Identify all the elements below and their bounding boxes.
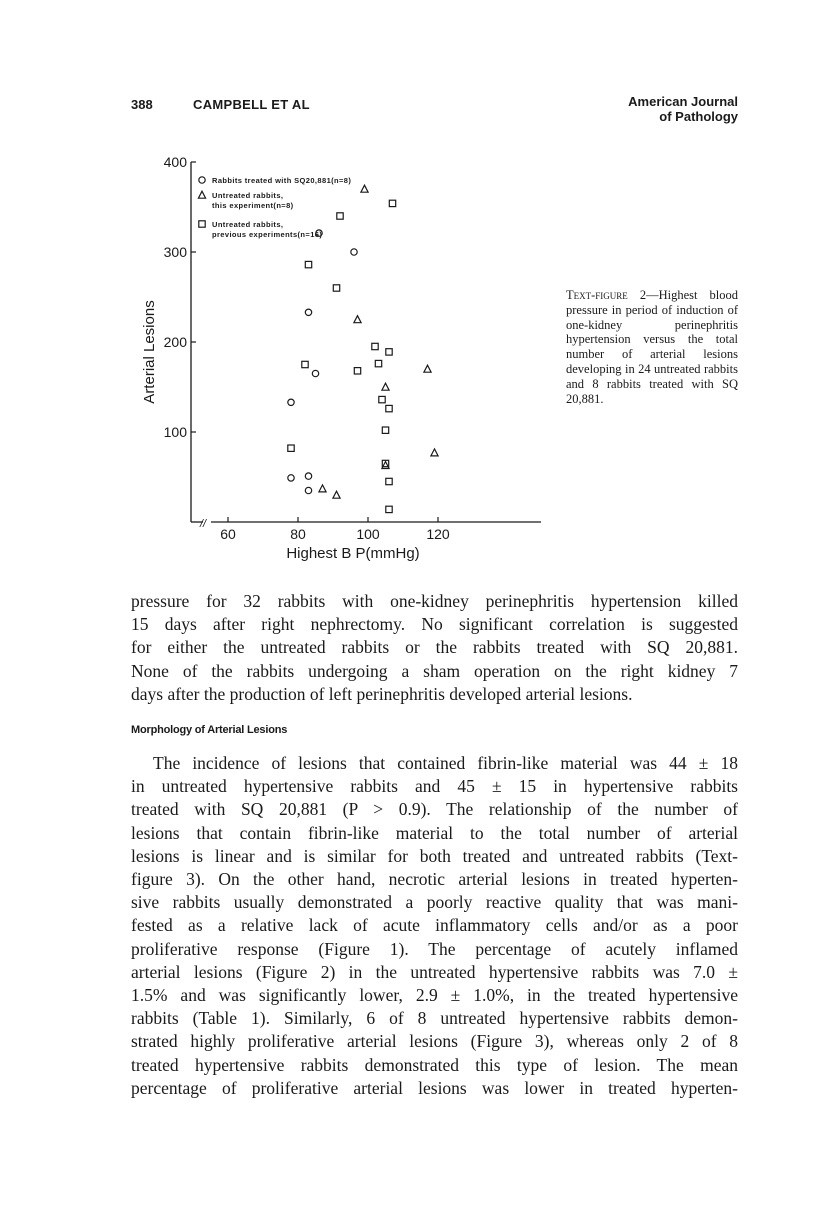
- chart-axes: [141, 154, 541, 562]
- x-tick-label: 60: [220, 526, 236, 542]
- y-axis-label: Arterial Lesions: [141, 300, 158, 404]
- text-line: strated highly proliferative arterial lesions (Figure 3), whereas only 2 of 8: [131, 1031, 738, 1052]
- square-data-point: [386, 405, 392, 411]
- triangle-data-point: [431, 449, 438, 456]
- circle-data-point: [305, 309, 311, 315]
- text-line: fested as a relative lack of acute inflammatory cells and/or as a poor: [131, 915, 738, 936]
- journal-line-2: of Pathology: [659, 109, 738, 124]
- square-data-point: [375, 360, 381, 366]
- triangle-data-point: [382, 462, 389, 469]
- y-tick-label: 400: [163, 154, 187, 170]
- triangle-data-point: [319, 485, 326, 492]
- x-tick-label: 80: [290, 526, 306, 542]
- square-data-point: [379, 396, 385, 402]
- text-line: sive rabbits usually demonstrated a poorly reactive quality that was mani-: [131, 892, 738, 913]
- text-line: for either the untreated rabbits or the rabbits treated with SQ 20,881.: [131, 637, 738, 658]
- y-tick-label: 200: [163, 334, 187, 350]
- square-data-point: [302, 361, 308, 367]
- legend-label: Untreated rabbits,: [212, 220, 284, 229]
- text-line: lesions is linear and is similar for both treated and untreated rabbits (Text-: [131, 845, 738, 866]
- text-line: percentage of proliferative arterial lesions was lower in treated hyperten-: [131, 1077, 738, 1098]
- legend-label-cont: previous experiments(n=16): [212, 230, 323, 239]
- square-data-point: [386, 349, 392, 355]
- text-line: figure 3). On the other hand, necrotic arterial lesions in treated hyperten-: [131, 869, 738, 890]
- paragraph-1: [131, 590, 738, 706]
- page-number: 388: [131, 97, 153, 112]
- square-data-point: [337, 213, 343, 219]
- caption-label: Text-figure 2: [566, 288, 647, 302]
- figure-caption: [566, 288, 738, 406]
- y-tick-label: 300: [163, 244, 187, 260]
- circle-data-point: [351, 249, 357, 255]
- square-data-point: [305, 261, 311, 267]
- triangle-data-point: [361, 185, 368, 192]
- square-data-point: [288, 445, 294, 451]
- triangle-data-point: [354, 316, 361, 323]
- legend-label: Rabbits treated with SQ20,881(n=8): [212, 176, 352, 185]
- circle-data-point: [312, 370, 318, 376]
- running-head-journal: [628, 94, 738, 124]
- square-data-point: [389, 200, 395, 206]
- square-data-point: [386, 506, 392, 512]
- scatter-chart: [120, 150, 560, 570]
- text-line: proliferative response (Figure 1). The percentage of acutely inflamed: [131, 938, 738, 959]
- square-data-point: [333, 285, 339, 291]
- text-line: lesions that contain fibrin-like material to the total number of arterial: [131, 822, 738, 843]
- triangle-data-point: [382, 383, 389, 390]
- caption-text: —Highest blood pressure in period of induction of one-kidney perinephritis hypertension versus the total number of arterial lesions developing in 24 untreated rabbits and 8 rabbits treated with SQ 20,881.: [566, 288, 738, 406]
- text-line: rabbits (Table 1). Similarly, 6 of 8 untreated hypertensive rabbits demon-: [131, 1008, 738, 1029]
- square-data-point: [354, 368, 360, 374]
- x-tick-label: 120: [426, 526, 450, 542]
- square-data-point: [386, 478, 392, 484]
- circle-data-point: [288, 399, 294, 405]
- legend-triangle-icon: [198, 191, 205, 198]
- text-line: None of the rabbits undergoing a sham operation on the right kidney 7: [131, 660, 738, 681]
- x-tick-label: 100: [356, 526, 380, 542]
- section-heading: Morphology of Arterial Lesions: [131, 724, 288, 736]
- text-line: arterial lesions (Figure 2) in the untreated hypertensive rabbits was 7.0 ±: [131, 961, 738, 982]
- y-tick-label: 100: [163, 424, 187, 440]
- chart-legend: [198, 176, 351, 239]
- triangle-data-point: [333, 491, 340, 498]
- square-data-point: [372, 343, 378, 349]
- triangle-data-point: [424, 365, 431, 372]
- text-line: in untreated hypertensive rabbits and 45 ± 15 in hypertensive rabbits: [131, 776, 738, 797]
- text-line: treated with SQ 20,881 (P > 0.9). The relationship of the number of: [131, 799, 738, 820]
- x-axis-label: Highest B P(mmHg): [286, 545, 420, 562]
- text-line: 15 days after right nephrectomy. No significant correlation is suggested: [131, 614, 738, 635]
- running-head-authors: CAMPBELL ET AL: [193, 97, 310, 112]
- square-data-point: [382, 427, 388, 433]
- legend-circle-icon: [199, 177, 205, 183]
- legend-label-cont: this experiment(n=8): [212, 201, 294, 210]
- axis-break: //: [200, 518, 207, 530]
- text-line: days after the production of left perinephritis developed arterial lesions.: [131, 683, 633, 704]
- circle-data-point: [305, 487, 311, 493]
- journal-line-1: American Journal: [628, 94, 738, 109]
- circle-data-point: [288, 475, 294, 481]
- text-line: The incidence of lesions that contained fibrin-like material was 44 ± 18: [153, 753, 738, 773]
- text-line: treated hypertensive rabbits demonstrated this type of lesion. The mean: [131, 1054, 738, 1075]
- paragraph-2: [131, 752, 738, 1100]
- text-line: 1.5% and was significantly lower, 2.9 ± 1.0%, in the treated hypertensive: [131, 985, 738, 1006]
- legend-square-icon: [199, 221, 205, 227]
- circle-data-point: [305, 473, 311, 479]
- legend-label: Untreated rabbits,: [212, 191, 284, 200]
- text-line: pressure for 32 rabbits with one-kidney perinephritis hypertension killed: [131, 591, 738, 611]
